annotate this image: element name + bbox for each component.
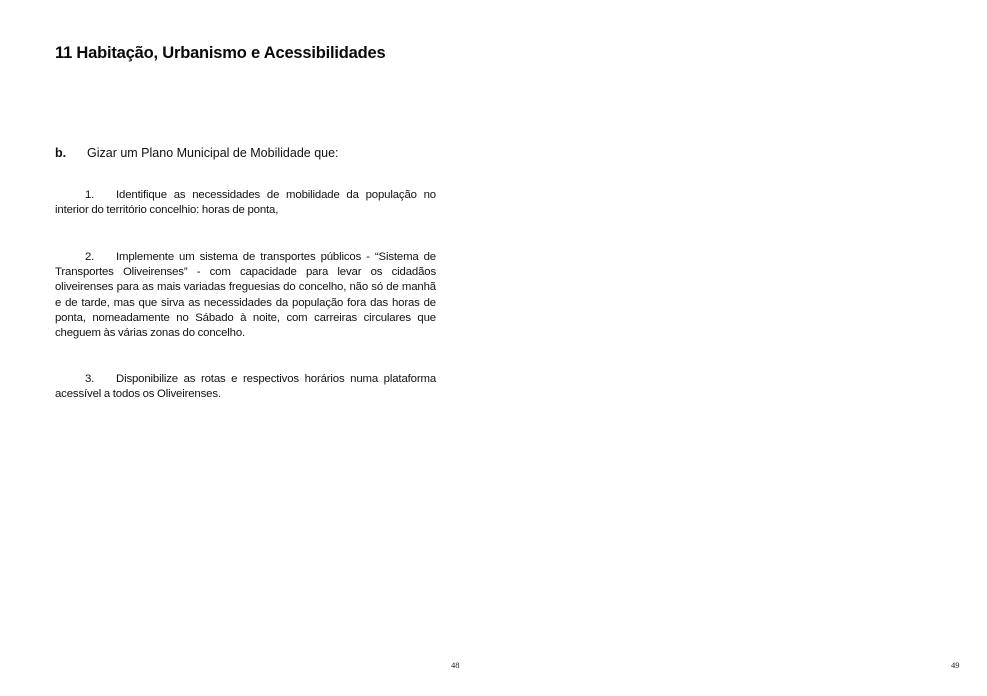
section-title: 11 Habitação, Urbanismo e Acessibilidades [55, 44, 386, 62]
page-number-left: 48 [451, 660, 460, 670]
list-item-b [55, 145, 339, 161]
subitem-1-number: 1. [85, 189, 95, 201]
subitem-1 [55, 188, 436, 218]
subitem-2-text: Implemente um sistema de transportes públicos - “Sistema de Transportes Oliveirenses” - com capacidade para levar os cidadãos oliveirenses para as mais variadas freguesias do concelho, não só de manhã e de tarde, mas que sirva as necessidades da população fora das horas de ponta, nomeadamente no Sábado à noite, com carreiras circulares que cheguem às várias zonas do concelho. [55, 251, 436, 340]
subitem-2-number: 2. [85, 251, 95, 263]
subitem-3-text: Disponibilize as rotas e respectivos horários numa plataforma acessível a todos os Oliveirenses. [55, 373, 436, 401]
subitem-3-number: 3. [85, 373, 95, 385]
subitem-1-text: Identifique as necessidades de mobilidade da população no interior do território concelhio: horas de ponta, [55, 189, 436, 217]
list-item-b-letter: b. [55, 146, 67, 160]
subitem-2 [55, 250, 436, 341]
list-item-b-text: Gizar um Plano Municipal de Mobilidade que: [87, 146, 339, 160]
subitem-3 [55, 372, 436, 402]
page-number-right: 49 [951, 660, 960, 670]
right-page [493, 0, 987, 696]
left-page [0, 0, 493, 696]
